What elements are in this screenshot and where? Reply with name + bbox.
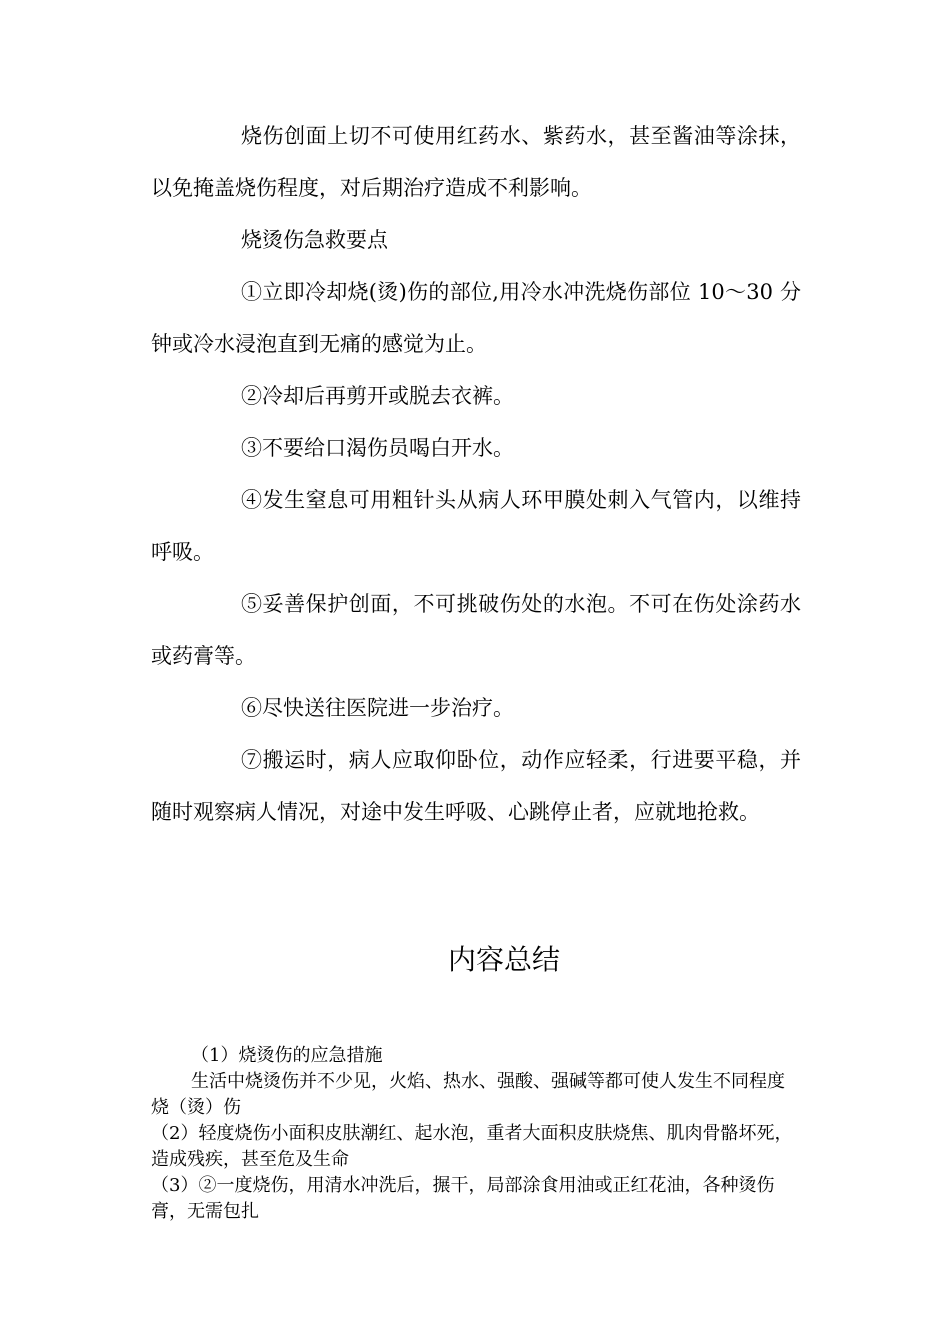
paragraph-step-7: ⑦搬运时，病人应取仰卧位，动作应轻柔，行进要平稳，并随时观察病人情况，对途中发生呼吸、心跳停止者，应就地抢救。 [151, 748, 801, 824]
body-text [151, 110, 801, 838]
paragraph-step-3: ③不要给口渴伤员喝白开水。 [241, 436, 514, 460]
paragraph-first-aid-heading: 烧烫伤急救要点 [241, 228, 388, 252]
paragraph-step-4: ④发生窒息可用粗针头从病人环甲膜处刺入气管内，以维持呼吸。 [151, 488, 801, 564]
paragraph-step-2: ②冷却后再剪开或脱去衣裤。 [241, 384, 514, 408]
summary-line-2: 生活中烧烫伤并不少见，火焰、热水、强酸、强碱等都可使人发生不同程度烧（烫）伤 [151, 1071, 785, 1118]
paragraph-burn-wound-warning: 烧伤创面上切不可使用红药水、紫药水，甚至酱油等涂抹，以免掩盖烧伤程度，对后期治疗造成不利影响。 [151, 124, 801, 200]
summary-title: 内容总结 [447, 943, 560, 976]
summary-line-1: （1）烧烫伤的应急措施 [191, 1045, 383, 1066]
summary-line-3: （2）轻度烧伤小面积皮肤潮红、起水泡，重者大面积皮肤烧焦、肌肉骨骼坏死，造成残疾，甚至危及生命 [151, 1123, 793, 1170]
paragraph-step-6: ⑥尽快送往医院进一步治疗。 [241, 696, 514, 720]
summary-line-4: （3）②一度烧伤，用清水冲洗后，搌干，局部涂食用油或正红花油，各种烫伤膏，无需包扎 [151, 1175, 775, 1222]
paragraph-step-1: ①立即冷却烧(烫)伤的部位,用冷水冲洗烧伤部位 10～30 分钟或冷水浸泡直到无痛的感觉为止。 [151, 280, 801, 356]
summary-section [151, 1043, 801, 1225]
paragraph-step-5: ⑤妥善保护创面，不可挑破伤处的水泡。不可在伤处涂药水或药膏等。 [151, 592, 801, 668]
